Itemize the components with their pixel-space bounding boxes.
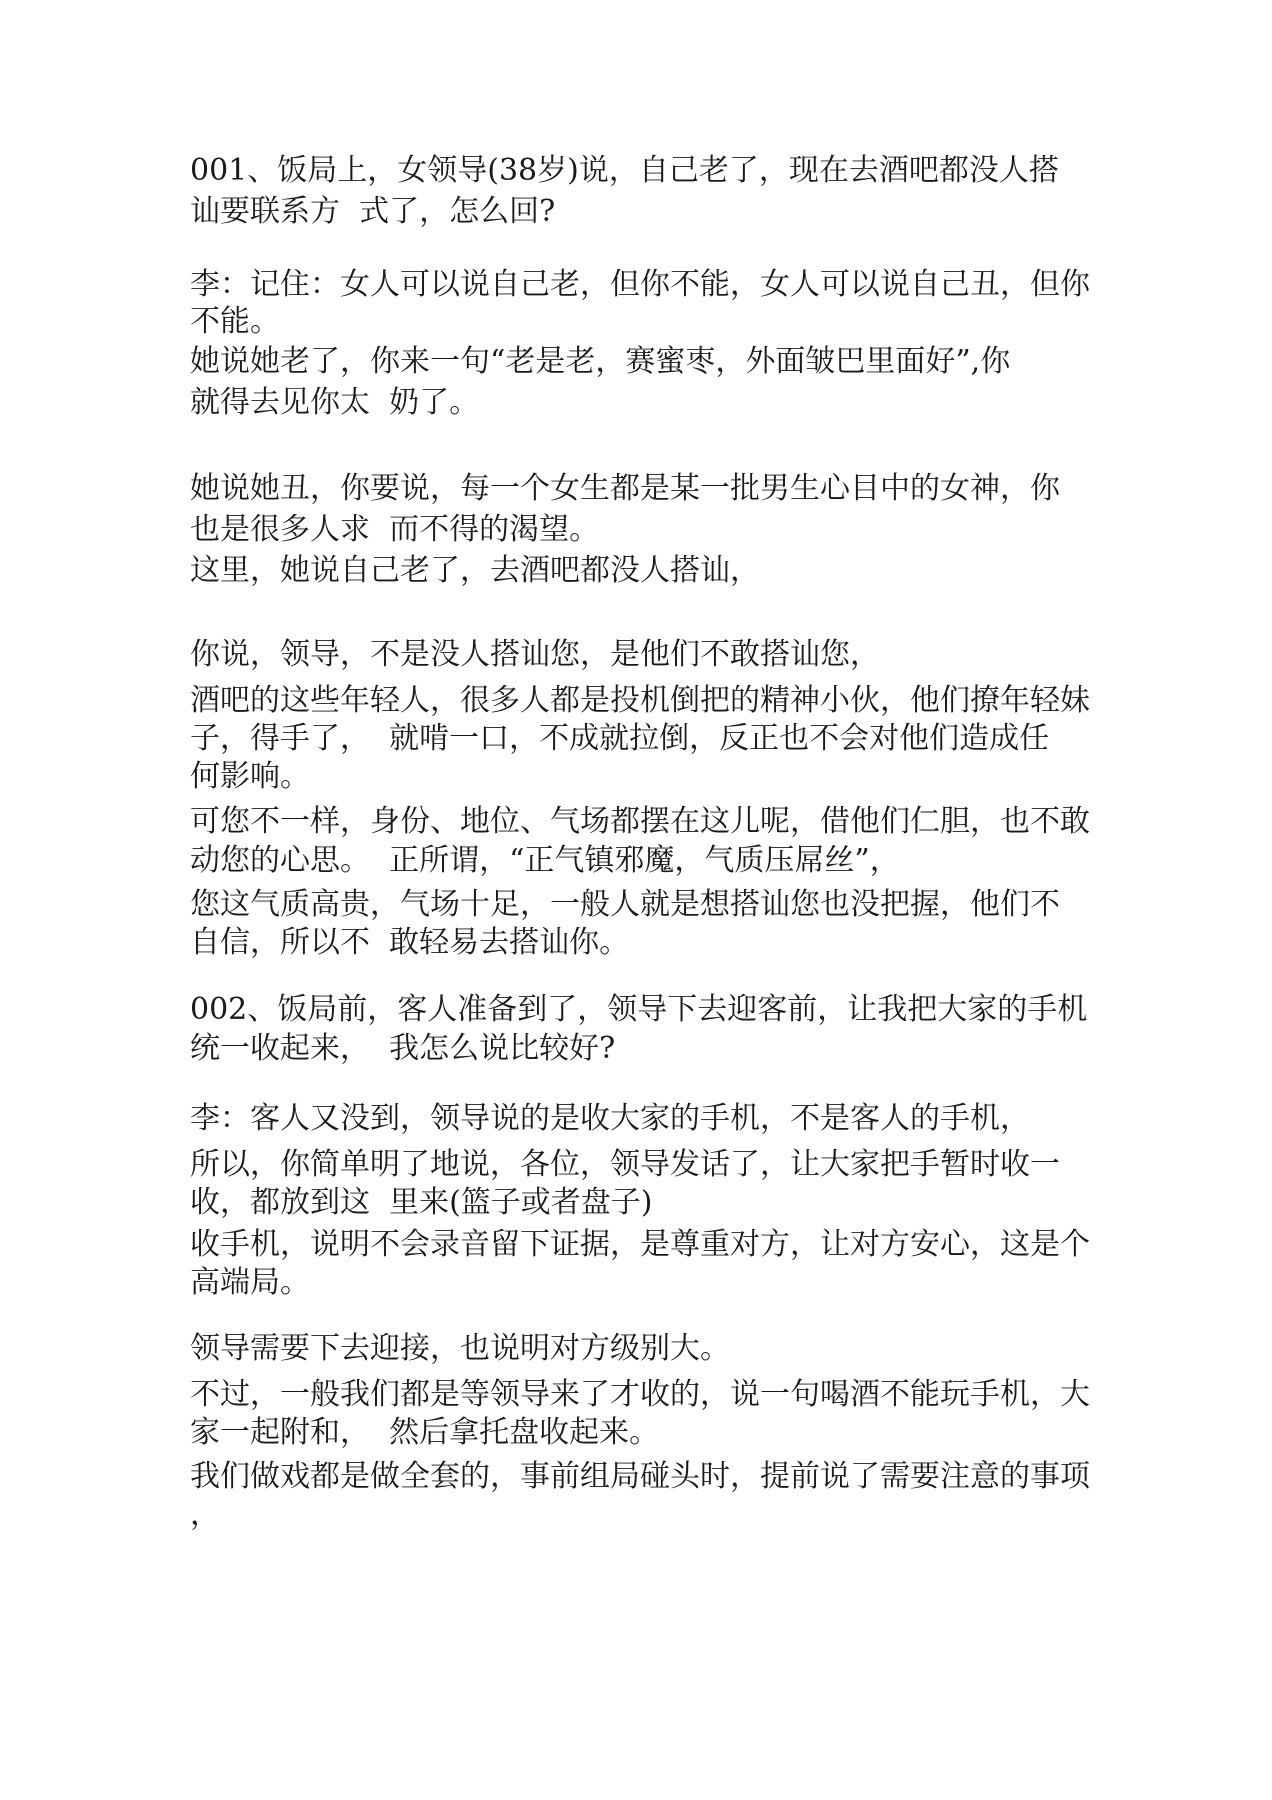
text-line: 何影响。 xyxy=(190,759,310,794)
text-line: 动您的心思。 正所谓，“正气镇邪魔，气质压屌丝”， xyxy=(190,843,900,878)
text-line: 李：客人又没到，领导说的是收大家的手机，不是客人的手机， xyxy=(190,1101,1030,1136)
text-line: 家一起附和， 然后拿托盘收起来。 xyxy=(190,1415,660,1450)
text-line: 也是很多人求 而不得的渴望。 xyxy=(190,512,600,547)
text-line: 您这气质高贵，气场十足，一般人就是想搭讪您也没把握，他们不 xyxy=(190,887,1060,922)
text-line: 自信，所以不 敢轻易去搭讪你。 xyxy=(190,925,630,960)
text-line: 子，得手了， 就啃一口，不成就拉倒，反正也不会对他们造成任 xyxy=(190,721,1050,756)
text-line: 就得去见你太 奶了。 xyxy=(190,385,480,420)
text-line: 讪要联系方 式了，怎么回? xyxy=(190,194,556,229)
text-line: 你说，领导，不是没人搭讪您，是他们不敢搭讪您， xyxy=(190,637,880,672)
text-line: 所以，你简单明了地说，各位，领导发话了，让大家把手暂时收一 xyxy=(190,1147,1060,1182)
text-line: 不过，一般我们都是等领导来了才收的，说一句喝酒不能玩手机，大 xyxy=(190,1377,1090,1412)
text-line: 这里，她说自己老了，去酒吧都没人搭讪， xyxy=(190,553,760,588)
text-line: 李：记住：女人可以说自己老，但你不能，女人可以说自己丑，但你 xyxy=(190,267,1090,302)
text-line: 我们做戏都是做全套的，事前组局碰头时，提前说了需要注意的事项 xyxy=(190,1459,1090,1494)
text-line: 她说她丑，你要说，每一个女生都是某一批男生心目中的女神，你 xyxy=(190,471,1060,506)
text-line: 收手机，说明不会录音留下证据，是尊重对方，让对方安心，这是个 xyxy=(190,1227,1090,1262)
text-line: 领导需要下去迎接，也说明对方级别大。 xyxy=(190,1331,730,1366)
text-line: 收，都放到这 里来(篮子或者盘子) xyxy=(190,1185,653,1220)
text-line: 002、饭局前，客人准备到了，领导下去迎客前，让我把大家的手机 xyxy=(190,992,1088,1027)
text-line: ， xyxy=(190,1497,220,1532)
text-line: 酒吧的这些年轻人，很多人都是投机倒把的精神小伙，他们撩年轻妹 xyxy=(190,683,1090,718)
text-line: 统一收起来， 我怎么说比较好? xyxy=(190,1031,616,1066)
text-line: 不能。 xyxy=(190,304,280,339)
text-line: 001、饭局上，女领导(38岁)说，自己老了，现在去酒吧都没人搭 xyxy=(190,153,1059,188)
text-line: 可您不一样，身份、地位、气场都摆在这儿呢，借他们仁胆，也不敢 xyxy=(190,804,1090,839)
text-line: 高端局。 xyxy=(190,1265,310,1300)
text-line: 她说她老了，你来一句“老是老，赛蜜枣，外面皱巴里面好”,你 xyxy=(190,344,1011,379)
